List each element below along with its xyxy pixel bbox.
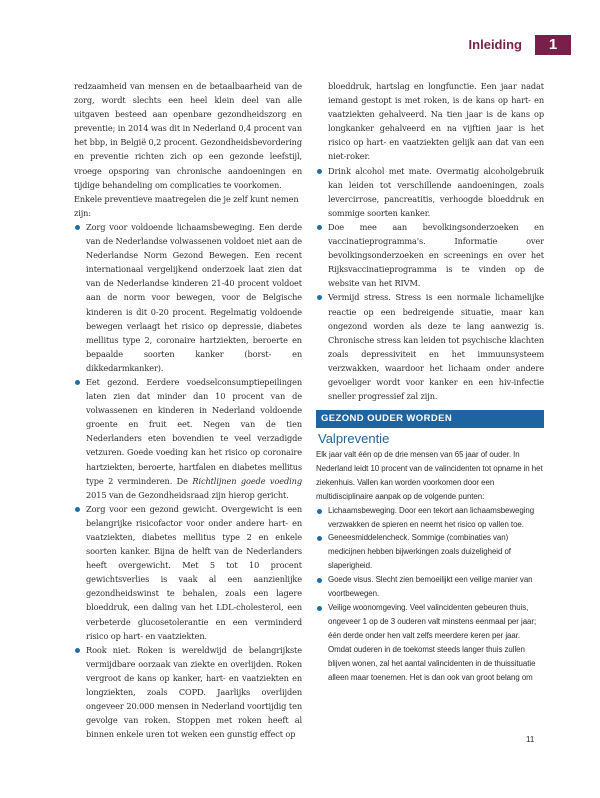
bullet-icon xyxy=(317,509,322,514)
bullet-icon xyxy=(75,225,80,230)
list-item-text: Lichaamsbeweging. Door een tekort aan lichaamsbeweging verzwakken de spieren en neemt het risico op vallen toe. xyxy=(328,505,535,529)
list-item-text: Vermijd stress. Stress is een normale lichamelijke reactie op een bedreigende situatie, maar kan ongezond worden als deze te lang aanwezig is. Chronische stress kan leiden tot psychische klachten zoals depressiviteit en het immuunsysteem verzwakken, waardoor het lichaam onder andere gevoeliger wordt voor kanker en een hiv-infectie sneller progressief zal zijn. xyxy=(328,292,544,402)
list-item-text: Goede visus. Slecht zien bemoeilijkt een veilige manier van voortbewegen. xyxy=(328,575,533,599)
intro-paragraph: redzaamheid van mensen en de betaalbaarheid van de zorg, wordt slechts een heel klein deel van alle uitgaven besteed aan openbare gezondheidszorg en preventie; in 2014 was dit in Nederland 0,4 procent van het bbp, in België 0,2 procent. Gezondheidsbevordering en preventie richten zich op een gezonde leefstijl, vroege opsporing van chronische aandoeningen en tijdige behandeling om complicaties te voorkomen. xyxy=(74,81,302,190)
list-item-text: Rook niet. Roken is wereldwijd de belangrijkste vermijdbare oorzaak van ziekte en overlijden. Roken vergroot de kans op kanker, hart- en vaatziekten en longziekten, zoals COPD. Jaarlijks overlijden ongeveer 20.000 mensen in Nederland voortijdig ten gevolge van roken. Stoppen met roken heeft al binnen enkele uren tot weken een gunstig effect op xyxy=(86,644,302,740)
bullet-icon xyxy=(75,507,80,512)
list-item xyxy=(316,573,544,601)
bullet-icon xyxy=(317,169,322,174)
bullet-icon xyxy=(317,536,322,541)
bullet-icon xyxy=(317,295,322,300)
chapter-number-badge: 1 xyxy=(535,35,571,55)
list-item xyxy=(316,220,544,290)
continuation-paragraph: bloeddruk, hartslag en longfunctie. Een jaar nadat iemand gestopt is met roken, is de kans op hart- en vaatziekten gehalveerd. Na tien jaar is de kans op longkanker gehalveerd en na vijftien jaar is het risico op hart- en vaatziekten gelijk aan dat van een niet-roker. xyxy=(328,81,544,162)
list-item xyxy=(74,502,302,643)
prevention-list-continued xyxy=(316,164,544,404)
guideline-title: Richtlijnen goede voeding xyxy=(192,475,302,486)
right-column xyxy=(316,79,544,403)
infobox-intro: Elk jaar valt één op de drie mensen van 65 jaar of ouder. In Nederland leidt 10 procent van de valincidenten tot opname in het ziekenhuis. Vallen kan worden voorkomen door een multidisciplinaire aanpak op de volgende punten: xyxy=(316,450,543,501)
list-item-text: Drink alcohol met mate. Overmatig alcoholgebruik kan leiden tot verschillende aandoeningen, zoals levercirrose, pancreatitis, verhoogde bloeddruk en sommige soorten kanker. xyxy=(328,165,544,218)
infobox-heading: GEZOND OUDER WORDEN xyxy=(316,410,544,428)
bullet-icon xyxy=(317,606,322,611)
list-item xyxy=(316,504,544,532)
list-lead-in: Enkele preventieve maatregelen die je zelf kunt nemen zijn: xyxy=(74,193,299,218)
list-item xyxy=(74,375,302,502)
list-item-text: Doe mee aan bevolkingsonderzoeken en vaccinatieprogramma's. Informatie over bevolkingsonderzoeken en screenings en over het Rijksvaccinatieprogramma is te vinden op de website van het RIVM. xyxy=(328,221,544,289)
list-item-text: Zorg voor voldoende lichaamsbeweging. Een derde van de Nederlandse volwassenen voldoet niet aan de Nederlandse Norm Gezond Bewegen. Een recent internationaal vergelijkend onderzoek laat zien dat van de Nederlandse kinderen 21-40 procent voldoet aan de norm voor bewegen, voor de Belgische kinderen is dit 0-20 procent. Regelmatig voldoende bewegen verlaagt het risico op depressie, diabetes mellitus type 2, coronaire hartziekten, beroerte en bepaalde soorten kanker (borst- en dikkedarmkanker). xyxy=(86,221,302,373)
list-item-text: Eet gezond. Eerdere voedselconsumptiepeilingen laten zien dat minder dan 10 procent van de volwassenen en kinderen in Nederland voldoende groente en fruit eet. Negen van de tien Nederlanders eten bovendien te veel verzadigde vetzuren. Goede voeding kan het risico op coronaire hartziekten, beroerte, hartfalen en diabetes mellitus type 2 verminderen. De xyxy=(86,376,302,486)
list-item xyxy=(74,643,302,742)
list-item xyxy=(74,220,302,375)
list-item-text: 2015 van de Gezondheidsraad zijn hierop gericht. xyxy=(86,489,289,500)
list-item-text: Veilige woonomgeving. Veel valincidenten gebeuren thuis, ongeveer 1 op de 3 ouderen valt minstens eenmaal per jaar; één derde onder hen valt zelfs meerdere keren per jaar. Omdat ouderen in de toekomst steeds langer thuis zullen blijven wonen, zal het aantal valincidenten in de thuissituatie alleen maar toenemen. Het is dan ook van groot belang om xyxy=(328,602,537,682)
infobox xyxy=(316,410,544,684)
infobox-body xyxy=(316,448,544,684)
running-header-section: Inleiding xyxy=(468,37,522,52)
infobox-list xyxy=(316,504,544,685)
list-item xyxy=(316,164,544,220)
bullet-icon xyxy=(317,578,322,583)
bullet-icon xyxy=(317,225,322,230)
bullet-icon xyxy=(75,380,80,385)
prevention-list xyxy=(74,220,302,741)
page-number: 11 xyxy=(526,735,535,744)
list-item-text: Geneesmiddelencheck. Sommige (combinaties van) medicijnen hebben bijwerkingen zoals duizeligheid of slaperigheid. xyxy=(328,533,511,571)
infobox-subtitle: Valpreventie xyxy=(318,431,390,446)
list-item-text: Zorg voor een gezond gewicht. Overgewicht is een belangrijke risicofactor voor onder andere hart- en vaatziekten, diabetes mellitus type 2 en enkele soorten kanker. Bijna de helft van de Nederlanders heeft overgewicht. Met 5 tot 10 procent gewichtsverlies is vaak al een aanzienlijke gezondheidswinst te behalen, zoals een lagere bloeddruk, een daling van het LDL-cholesterol, een verbeterde glucosetolerantie en een verminderd risico op hart- en vaatziekten. xyxy=(86,503,302,641)
list-item xyxy=(316,290,544,403)
bullet-icon xyxy=(75,648,80,653)
left-column xyxy=(74,79,302,741)
list-item xyxy=(316,601,544,684)
list-item xyxy=(316,531,544,573)
